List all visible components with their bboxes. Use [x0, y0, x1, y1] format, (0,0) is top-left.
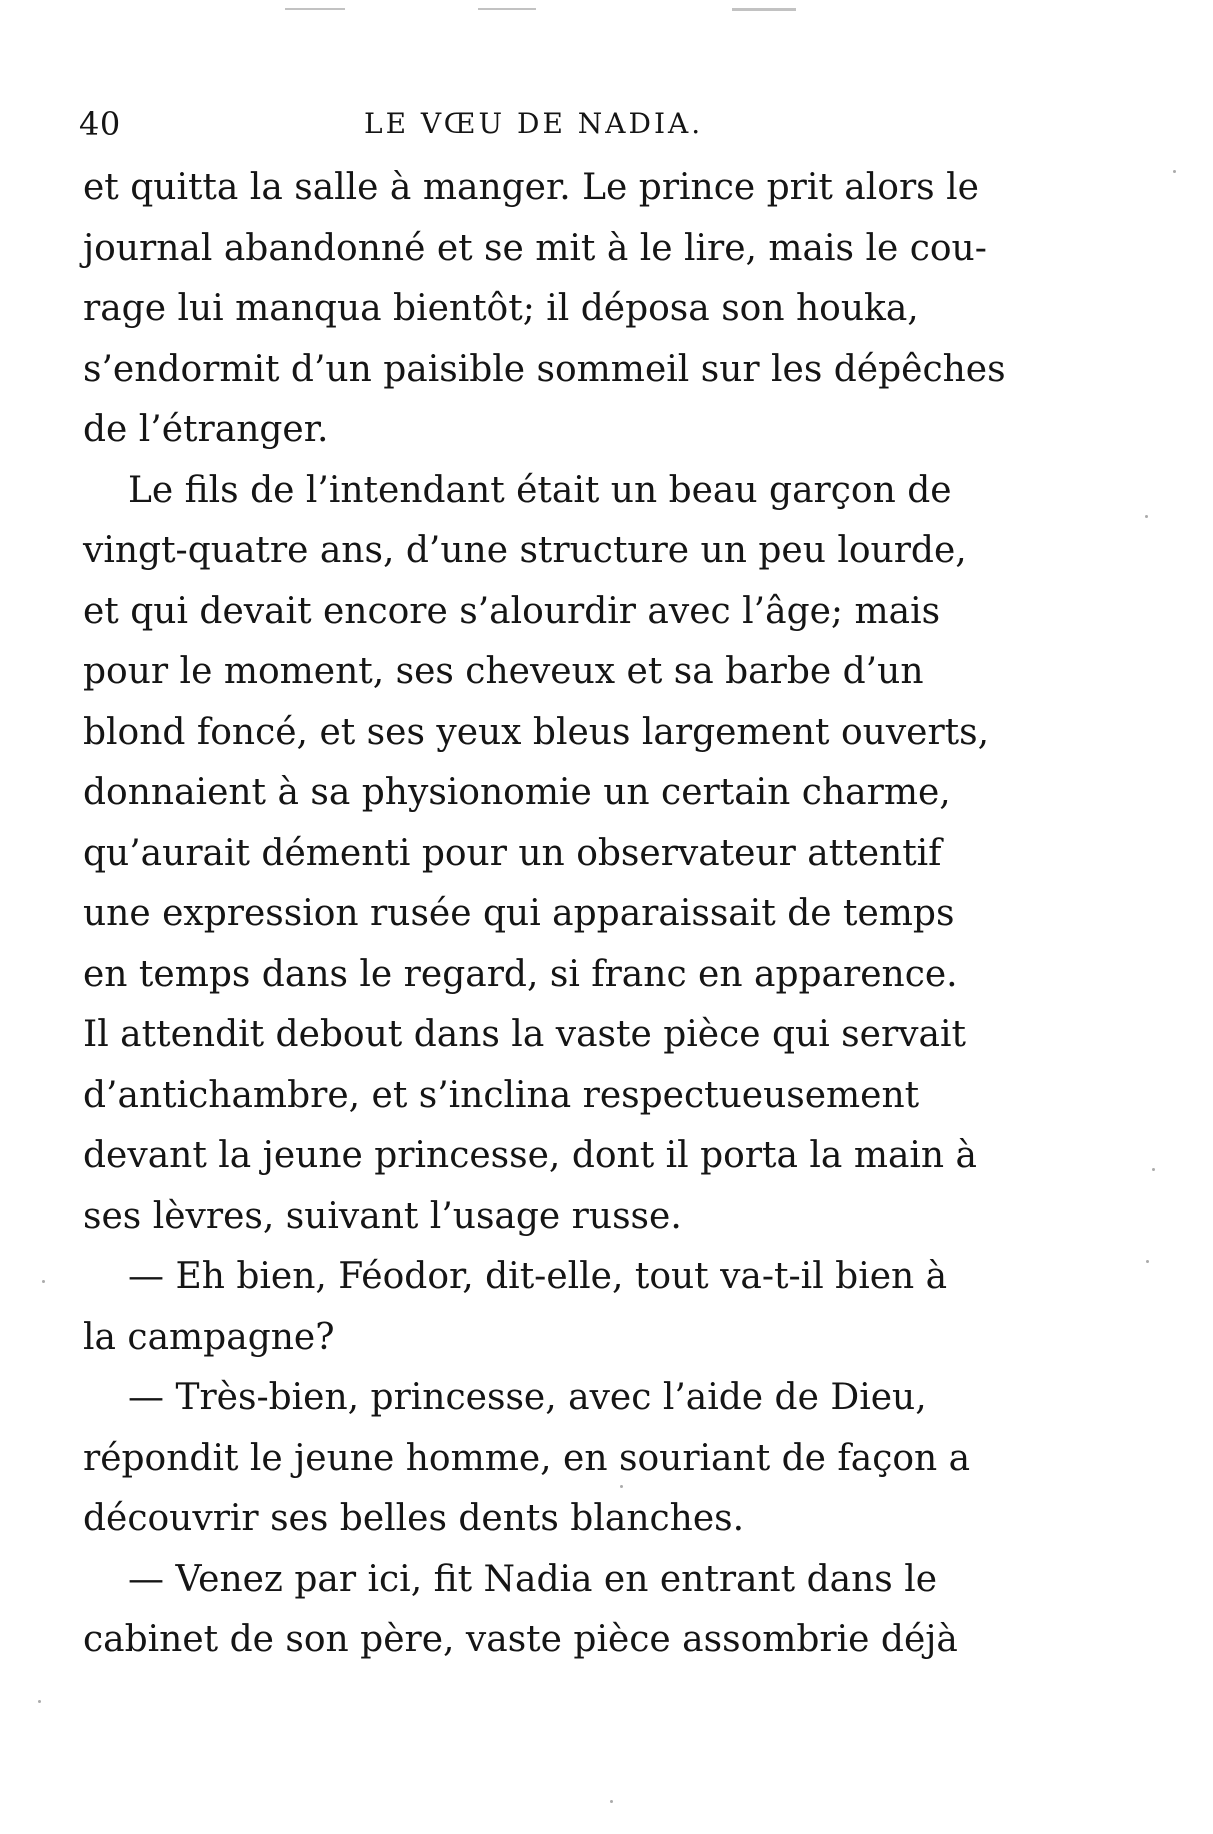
- text-line: de l’étranger.: [83, 409, 329, 450]
- text-line: — Eh bien, Féodor, dit-elle, tout va-t-il bien à: [128, 1256, 948, 1297]
- text-line: et quitta la salle à manger. Le prince prit alors le: [83, 167, 979, 208]
- text-line: en temps dans le regard, si franc en apparence.: [83, 953, 958, 995]
- text-line: devant la jeune princesse, dont il porta la main à: [83, 1135, 978, 1176]
- text-line: — Venez par ici, fit Nadia en entrant dans le: [128, 1558, 938, 1600]
- text-line: s’endormit d’un paisible sommeil sur les dépêches: [83, 348, 1006, 390]
- text-line: — Très-bien, princesse, avec l’aide de Dieu,: [128, 1377, 927, 1418]
- page-header: [79, 100, 1019, 148]
- ink-speck: [1145, 515, 1148, 518]
- ink-speck: [610, 1800, 613, 1803]
- text-line: la campagne?: [83, 1316, 335, 1358]
- text-line: découvrir ses belles dents blanches.: [83, 1498, 745, 1539]
- text-line: cabinet de son père, vaste pièce assombrie déjà: [83, 1619, 958, 1660]
- text-line: donnaient à sa physionomie un certain charme,: [83, 772, 951, 813]
- text-line: blond foncé, et ses yeux bleus largement ouverts,: [83, 711, 990, 753]
- text-line: une expression rusée qui apparaissait de temps: [83, 893, 955, 934]
- ink-speck: [1152, 1168, 1155, 1171]
- text-line: Il attendit debout dans la vaste pièce qui servait: [83, 1014, 966, 1055]
- text-line: qu’aurait démenti pour un observateur attentif: [83, 832, 942, 874]
- text-line: journal abandonné et se mit à le lire, mais le cou-: [83, 227, 987, 269]
- page-number: 40: [79, 105, 121, 143]
- ink-speck: [1146, 1260, 1149, 1263]
- text-line: vingt-quatre ans, d’une structure un peu lourde,: [83, 530, 967, 571]
- text-line: Le fils de l’intendant était un beau garçon de: [128, 469, 952, 511]
- ink-mark: [732, 8, 796, 11]
- ink-mark: [285, 8, 345, 10]
- top-margin-marks: [0, 8, 1213, 32]
- page-body: [83, 158, 1019, 1671]
- ink-mark: [478, 8, 536, 10]
- ink-speck: [42, 1280, 45, 1283]
- ink-speck: [38, 1700, 41, 1703]
- text-line: et qui devait encore s’alourdir avec l’âge; mais: [83, 590, 941, 632]
- text-line: répondit le jeune homme, en souriant de façon a: [83, 1437, 971, 1479]
- text-line: ses lèvres, suivant l’usage russe.: [83, 1195, 682, 1237]
- text-line: d’antichambre, et s’inclina respectueusement: [83, 1074, 920, 1116]
- text-line: rage lui manqua bientôt; il déposa son houka,: [83, 288, 919, 329]
- ink-speck: [620, 1485, 623, 1488]
- running-title: LE VŒU DE NADIA.: [364, 107, 704, 140]
- ink-speck: [1173, 170, 1176, 173]
- text-line: pour le moment, ses cheveux et sa barbe d’un: [83, 651, 924, 692]
